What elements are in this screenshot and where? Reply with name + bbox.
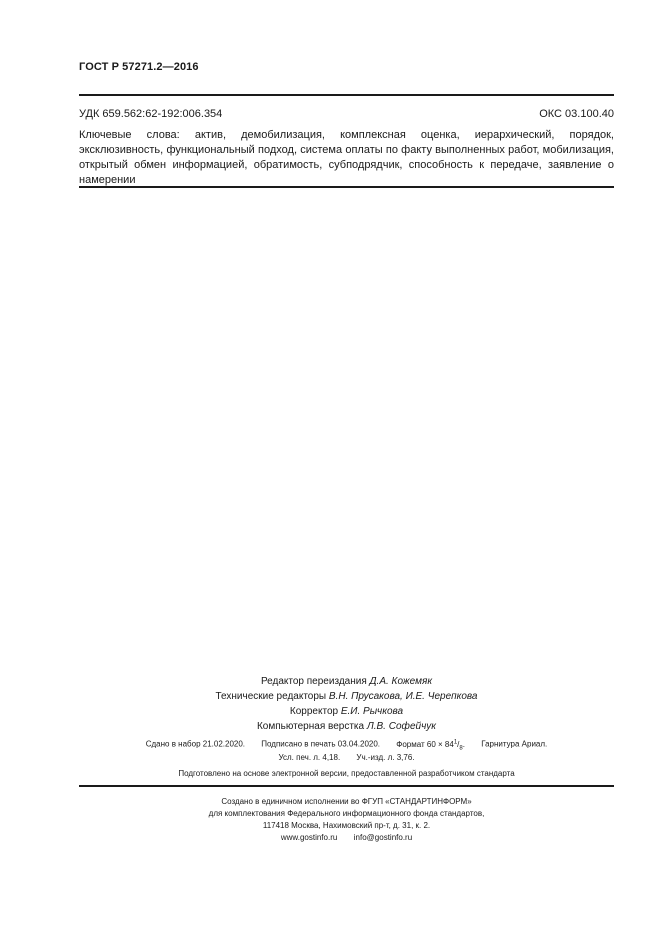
credit-tech	[79, 689, 614, 704]
credit-tech-names: В.Н. Прусакова, И.Е. Черепкова	[328, 691, 478, 702]
print-pub-sheets: Уч.-изд. л. 3,76.	[356, 753, 415, 762]
print-format-sub: 8	[459, 745, 463, 752]
publisher-website-link[interactable]: www.gostinfo.ru	[280, 833, 338, 842]
publisher-line1: Создано в единичном исполнении во ФГУП «СТАНДАРТИНФОРМ»	[221, 797, 472, 806]
keywords-label: Ключевые слова:	[79, 129, 180, 141]
credit-tech-role: Технические редакторы	[215, 691, 327, 702]
print-info-line2	[79, 753, 614, 762]
publisher-block	[79, 796, 614, 844]
print-signed: Подписано в печать 03.04.2020.	[261, 739, 381, 749]
publisher-line2: для комплектования Федерального информационного фонда стандартов,	[208, 809, 485, 818]
standard-code: ГОСТ Р 57271.2—2016	[79, 61, 199, 73]
credit-layout	[79, 719, 614, 734]
print-typeface: Гарнитура Ариал.	[481, 739, 548, 749]
credit-layout-role: Компьютерная верстка	[256, 721, 365, 732]
credit-editor-name: Д.А. Кожемяк	[369, 676, 433, 687]
credits-block	[79, 674, 614, 734]
print-info-line1	[79, 739, 614, 751]
oks-code: ОКС 03.100.40	[539, 108, 614, 120]
credit-proof	[79, 704, 614, 719]
print-format-slash: /	[457, 739, 460, 749]
print-format-suffix: .	[462, 739, 465, 749]
top-rule	[79, 94, 614, 96]
publisher-line3: 117418 Москва, Нахимовский пр-т, д. 31, к. 2.	[262, 821, 431, 830]
prepared-note: Подготовлено на основе электронной версии, предоставленной разработчиком стандарта	[178, 769, 515, 778]
publisher-email-link[interactable]: info@gostinfo.ru	[353, 833, 413, 842]
bottom-rule	[79, 186, 614, 188]
publisher-rule	[79, 785, 614, 787]
publisher-contacts	[79, 832, 614, 844]
credit-editor-role: Редактор переиздания	[260, 676, 367, 687]
print-format-sup: 1	[453, 739, 458, 745]
credit-layout-name: Л.В. Софейчук	[366, 721, 437, 732]
credit-editor	[79, 674, 614, 689]
udk-code: УДК 659.562:62-192:006.354	[79, 108, 223, 120]
credit-proof-name: Е.И. Рычкова	[340, 706, 404, 717]
print-submitted: Сдано в набор 21.02.2020.	[145, 739, 246, 749]
credit-proof-role: Корректор	[289, 706, 339, 717]
keywords-text: актив, демобилизация, комплексная оценка, иерархический, порядок, эксклюзивность, функциональный подход, система оплаты по факту выполненных работ, мобилизация, открытый обмен информацией, обратимость, субподрядчик, способность к передаче, заявление о намерении	[79, 129, 614, 186]
print-format	[396, 739, 465, 752]
keywords-block	[79, 128, 614, 188]
print-sheets: Усл. печ. л. 4,18.	[278, 753, 341, 762]
print-format-prefix: Формат 60 × 84	[396, 739, 454, 749]
